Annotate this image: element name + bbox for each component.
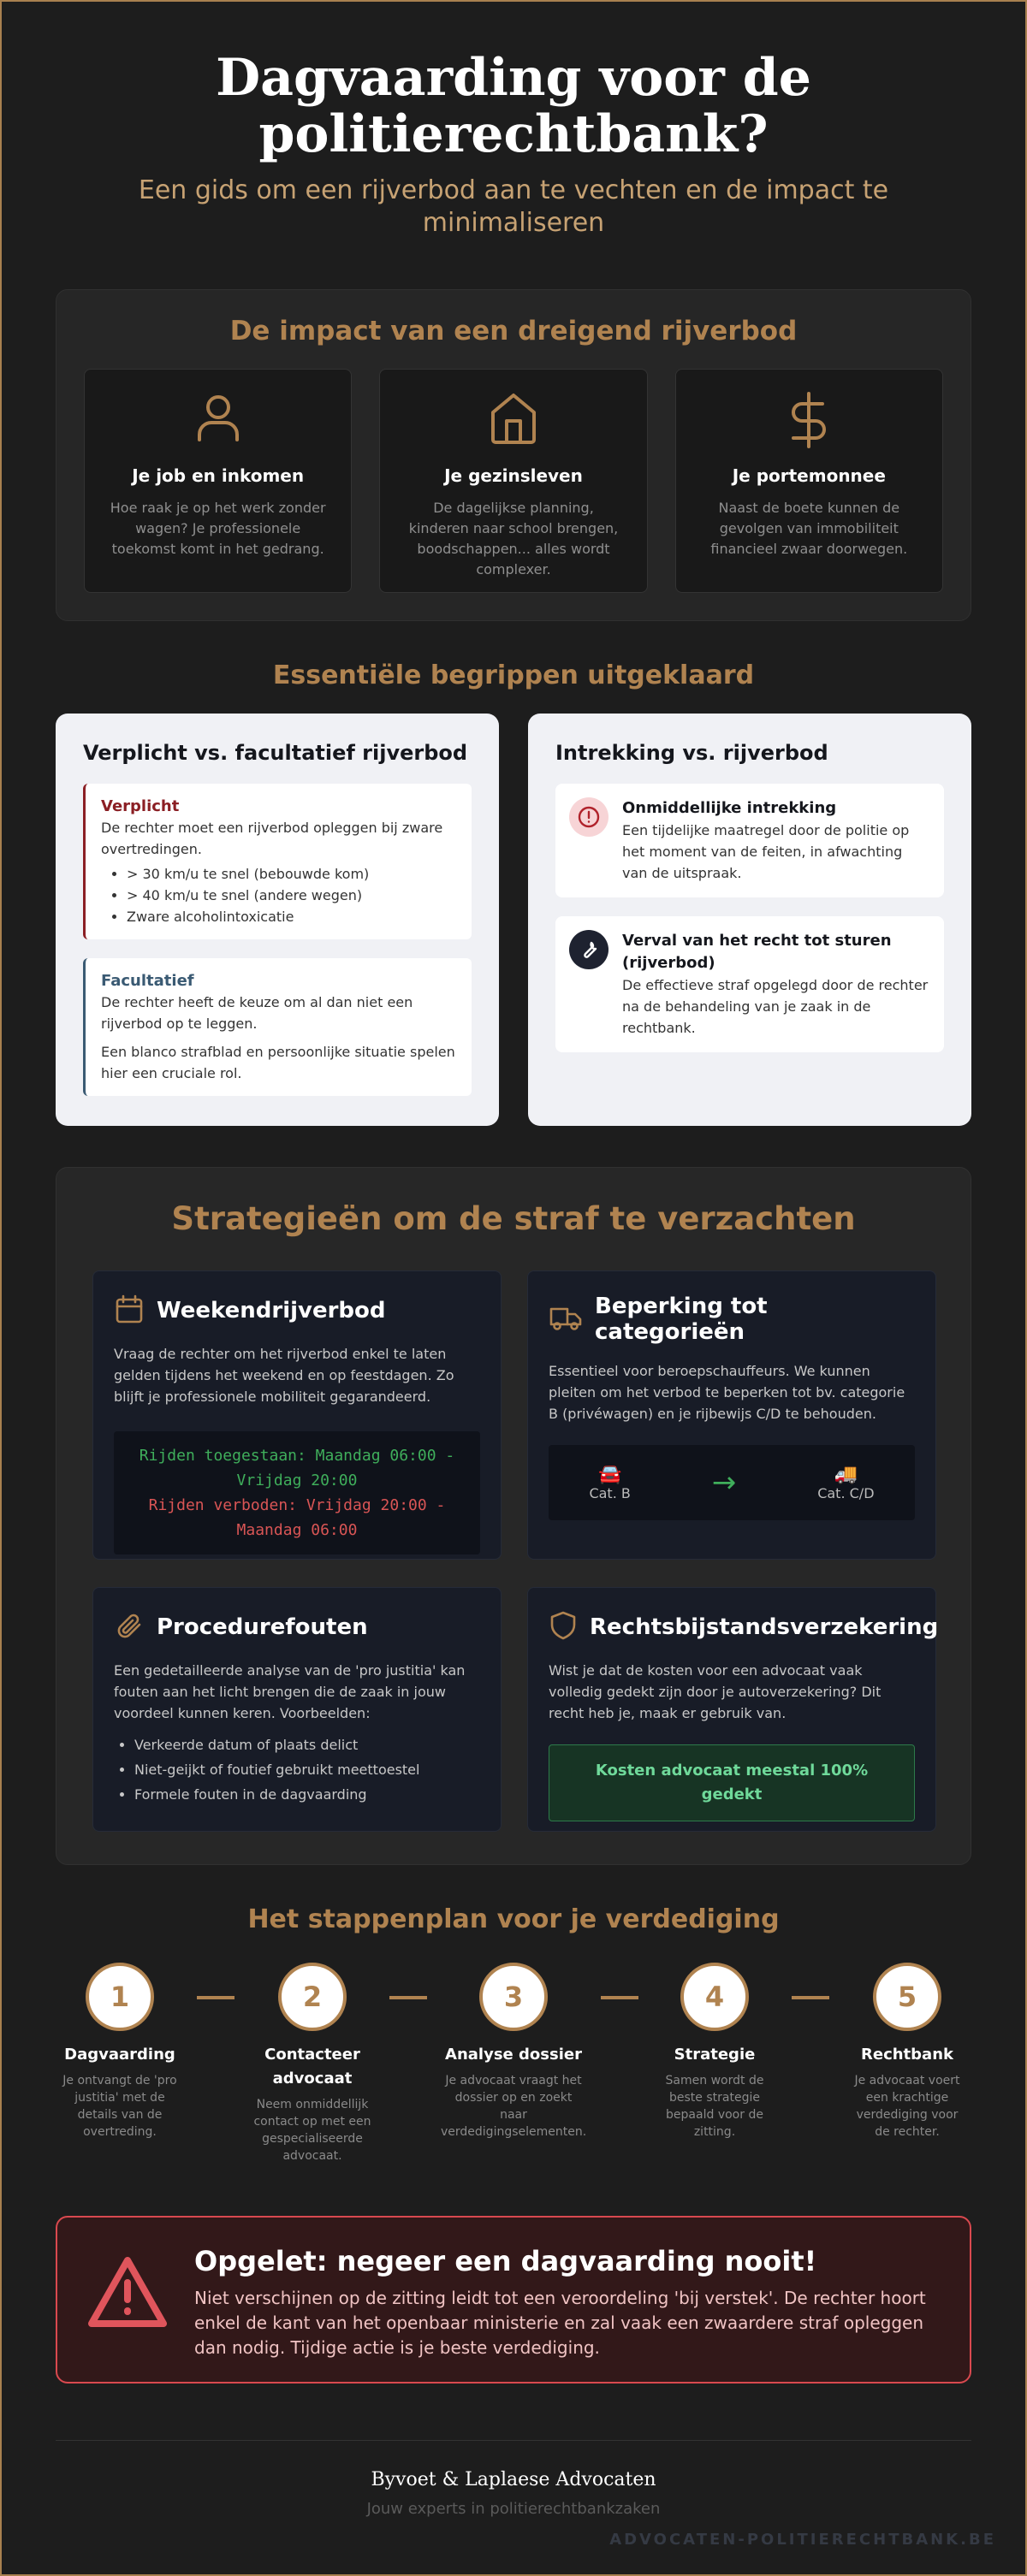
step-3 — [441, 1963, 586, 2141]
step-number: 1 — [86, 1963, 154, 2031]
impact-card-wallet — [675, 369, 943, 593]
rijverbod-text: De effectieve straf opgelegd door de rechter na de behandeling van je zaak in de rechtbank. — [622, 977, 929, 1036]
list-item: • > 30 km/u te snel (bebouwde kom) — [127, 863, 456, 885]
category-cd-label: Cat. C/D — [817, 1485, 875, 1501]
strategy-title: Beperking tot categorieën — [595, 1294, 768, 1345]
lorry-icon: 🚚 — [834, 1464, 858, 1485]
category-b — [589, 1464, 630, 1501]
step-text: Samen wordt de beste strategie bepaald voor de zitting. — [665, 2074, 764, 2139]
step-text: Je advocaat voert een krachtige verdediging voor de rechter. — [854, 2074, 960, 2139]
warning-title: Opgelet: negeer een dagvaarding nooit! — [194, 2245, 817, 2277]
concepts-heading: Essentiële begrippen uitgeklaard — [272, 660, 755, 690]
list-item: • Verkeerde datum of plaats delict — [134, 1732, 480, 1757]
firm-name: Byvoet & Laplaese Advocaten — [371, 2469, 656, 2490]
step-text: Je ontvangt de 'pro justitia' met de details van de overtreding. — [62, 2074, 177, 2139]
page-title: Dagvaarding voor de politierechtbank? — [216, 48, 811, 164]
dollar-icon — [676, 392, 942, 447]
rijverbod-title: Verval van het recht tot sturen (rijverbod) — [622, 932, 892, 972]
paperclip-icon — [114, 1610, 145, 1644]
strategy-title: Rechtsbijstandsverzekering — [590, 1614, 939, 1640]
strategies-section — [56, 1167, 971, 1865]
wrench-icon — [569, 930, 608, 969]
strategies-heading: Strategieën om de straf te verzachten — [171, 1200, 856, 1237]
step-text: Je advocaat vraagt het dossier op en zoekt naar verdedigingselementen. — [441, 2074, 587, 2139]
facultatief-text: De rechter heeft de keuze om al dan niet een rijverbod op te leggen. — [101, 994, 413, 1032]
step-title: Dagvaarding — [64, 2046, 175, 2064]
impact-card-title: Je portemonnee — [732, 465, 886, 486]
page-subtitle: Een gids om een rijverbod aan te vechten en de impact te minimaliseren — [138, 175, 889, 238]
strategy-title: Procedurefouten — [157, 1614, 368, 1640]
impact-card-text: De dagelijkse planning, kinderen naar school brengen, boodschappen... alles wordt complexer. — [408, 500, 619, 577]
concept-card-title: Intrekking vs. rijverbod — [555, 741, 828, 765]
impact-card-title: Je job en inkomen — [132, 465, 305, 486]
home-icon — [380, 392, 646, 447]
impact-card-job — [84, 369, 352, 593]
strategy-card-insurance — [527, 1587, 939, 1832]
facultatief-label: Facultatief — [101, 972, 194, 990]
impact-card-family — [379, 369, 647, 593]
intrekking-box — [555, 784, 944, 897]
intrekking-title: Onmiddellijke intrekking — [622, 799, 837, 817]
strategy-title: Weekendrijverbod — [157, 1298, 386, 1324]
list-item: • Zware alcoholintoxicatie — [127, 906, 456, 927]
hero — [0, 50, 1027, 240]
step-number: 4 — [680, 1963, 749, 2031]
arrow-right-icon: → — [711, 1466, 737, 1500]
strategy-card-procedure — [92, 1587, 502, 1832]
strategy-text: Essentieel voor beroepschauffeurs. We kunnen pleiten om het verbod te beperken tot bv. categorie B (privéwagen) en je rijbewijs C/D te behouden. — [549, 1363, 905, 1422]
strategy-text: Wist je dat de kosten voor een advocaat vaak volledig gedekt zijn door je autoverzekering? Dit recht heb je, maak er gebruik van. — [549, 1662, 882, 1721]
step-2 — [240, 1963, 385, 2164]
car-icon: 🚘 — [597, 1464, 622, 1485]
facultatief-text: Een blanco strafblad en persoonlijke situatie spelen hier een cruciale rol. — [101, 1044, 455, 1081]
impact-heading: De impact van een dreigend rijverbod — [229, 316, 798, 346]
impact-card-text: Hoe raak je op het werk zonder wagen? Je professionele toekomst komt in het gedrang. — [110, 500, 326, 557]
steps-timeline — [47, 1963, 980, 2176]
shield-icon — [549, 1610, 578, 1644]
calendar-icon — [114, 1294, 145, 1328]
list-item: • > 40 km/u te snel (andere wegen) — [127, 885, 456, 906]
step-1 — [47, 1963, 193, 2141]
firm-tagline: Jouw experts in politierechtbankzaken — [366, 2500, 661, 2518]
schedule-box — [114, 1431, 480, 1554]
step-connector — [197, 1996, 234, 1999]
category-box — [549, 1445, 915, 1520]
category-b-label: Cat. B — [589, 1485, 631, 1501]
step-title: Analyse dossier — [445, 2046, 582, 2064]
intrekking-text: Een tijdelijke maatregel door de politie op het moment van de feiten, in afwachting van de uitspraak. — [622, 822, 910, 881]
step-number: 3 — [479, 1963, 548, 2031]
warning-triangle-icon — [86, 2255, 169, 2332]
alert-icon — [569, 797, 608, 837]
strategy-text: Vraag de rechter om het rijverbod enkel te laten gelden tijdens het weekend en op feestdagen. Zo blijft je professionele mobiliteit gegarandeerd. — [114, 1346, 454, 1405]
warning-box — [56, 2216, 971, 2384]
verplicht-box — [83, 784, 472, 939]
step-connector — [389, 1996, 427, 1999]
website-url[interactable]: ADVOCATEN-POLITIERECHTBANK.BE — [609, 2531, 996, 2549]
impact-card-title: Je gezinsleven — [444, 465, 583, 486]
step-connector — [601, 1996, 638, 1999]
step-title: Contacteer advocaat — [264, 2046, 360, 2087]
concept-card-title: Verplicht vs. facultatief rijverbod — [83, 741, 468, 765]
step-4 — [642, 1963, 787, 2141]
user-icon — [85, 392, 351, 447]
step-number: 5 — [873, 1963, 941, 2031]
concept-card-verplicht — [56, 714, 499, 1126]
schedule-allowed: Rijden toegestaan: Maandag 06:00 - Vrijdag 20:00 — [139, 1447, 455, 1489]
strategy-text: Een gedetailleerde analyse van de 'pro justitia' kan fouten aan het licht brengen die de zaak in jouw voordeel kunnen keren. Voorbeelden: — [114, 1662, 466, 1721]
step-title: Strategie — [674, 2046, 756, 2064]
coverage-badge: Kosten advocaat meestal 100% gedekt — [549, 1744, 915, 1821]
facultatief-box — [83, 958, 472, 1096]
footer-divider — [56, 2440, 971, 2441]
concept-card-intrekking — [528, 714, 971, 1126]
verplicht-label: Verplicht — [101, 797, 180, 815]
strategy-card-weekend — [92, 1270, 502, 1560]
impact-card-text: Naast de boete kunnen de gevolgen van immobiliteit financieel zwaar doorwegen. — [710, 500, 908, 557]
step-connector — [792, 1996, 829, 1999]
verplicht-text: De rechter moet een rijverbod opleggen bij zware overtredingen. — [101, 820, 443, 857]
category-cd — [817, 1464, 874, 1501]
step-text: Neem onmiddellijk contact op met een gespecialiseerde advocaat. — [253, 2098, 371, 2163]
warning-text: Niet verschijnen op de zitting leidt tot een veroordeling 'bij verstek'. De rechter hoort enkel de kant van het openbaar ministerie en zal vaak een zwaardere straf opleggen dan nodig. Tijdige actie is je beste verdediging. — [194, 2288, 926, 2358]
truck-icon — [549, 1302, 583, 1336]
strategy-card-categories — [527, 1270, 936, 1560]
steps-heading: Het stappenplan voor je verdediging — [247, 1904, 780, 1934]
step-number: 2 — [278, 1963, 347, 2031]
step-5 — [834, 1963, 980, 2141]
schedule-forbidden: Rijden verboden: Vrijdag 20:00 - Maandag 06:00 — [148, 1496, 446, 1539]
rijverbod-box — [555, 916, 944, 1052]
list-item: • Formele fouten in de dagvaarding — [134, 1782, 480, 1807]
step-title: Rechtbank — [861, 2046, 953, 2064]
list-item: • Niet-geijkt of foutief gebruikt meettoestel — [134, 1757, 480, 1782]
impact-section — [56, 289, 971, 621]
